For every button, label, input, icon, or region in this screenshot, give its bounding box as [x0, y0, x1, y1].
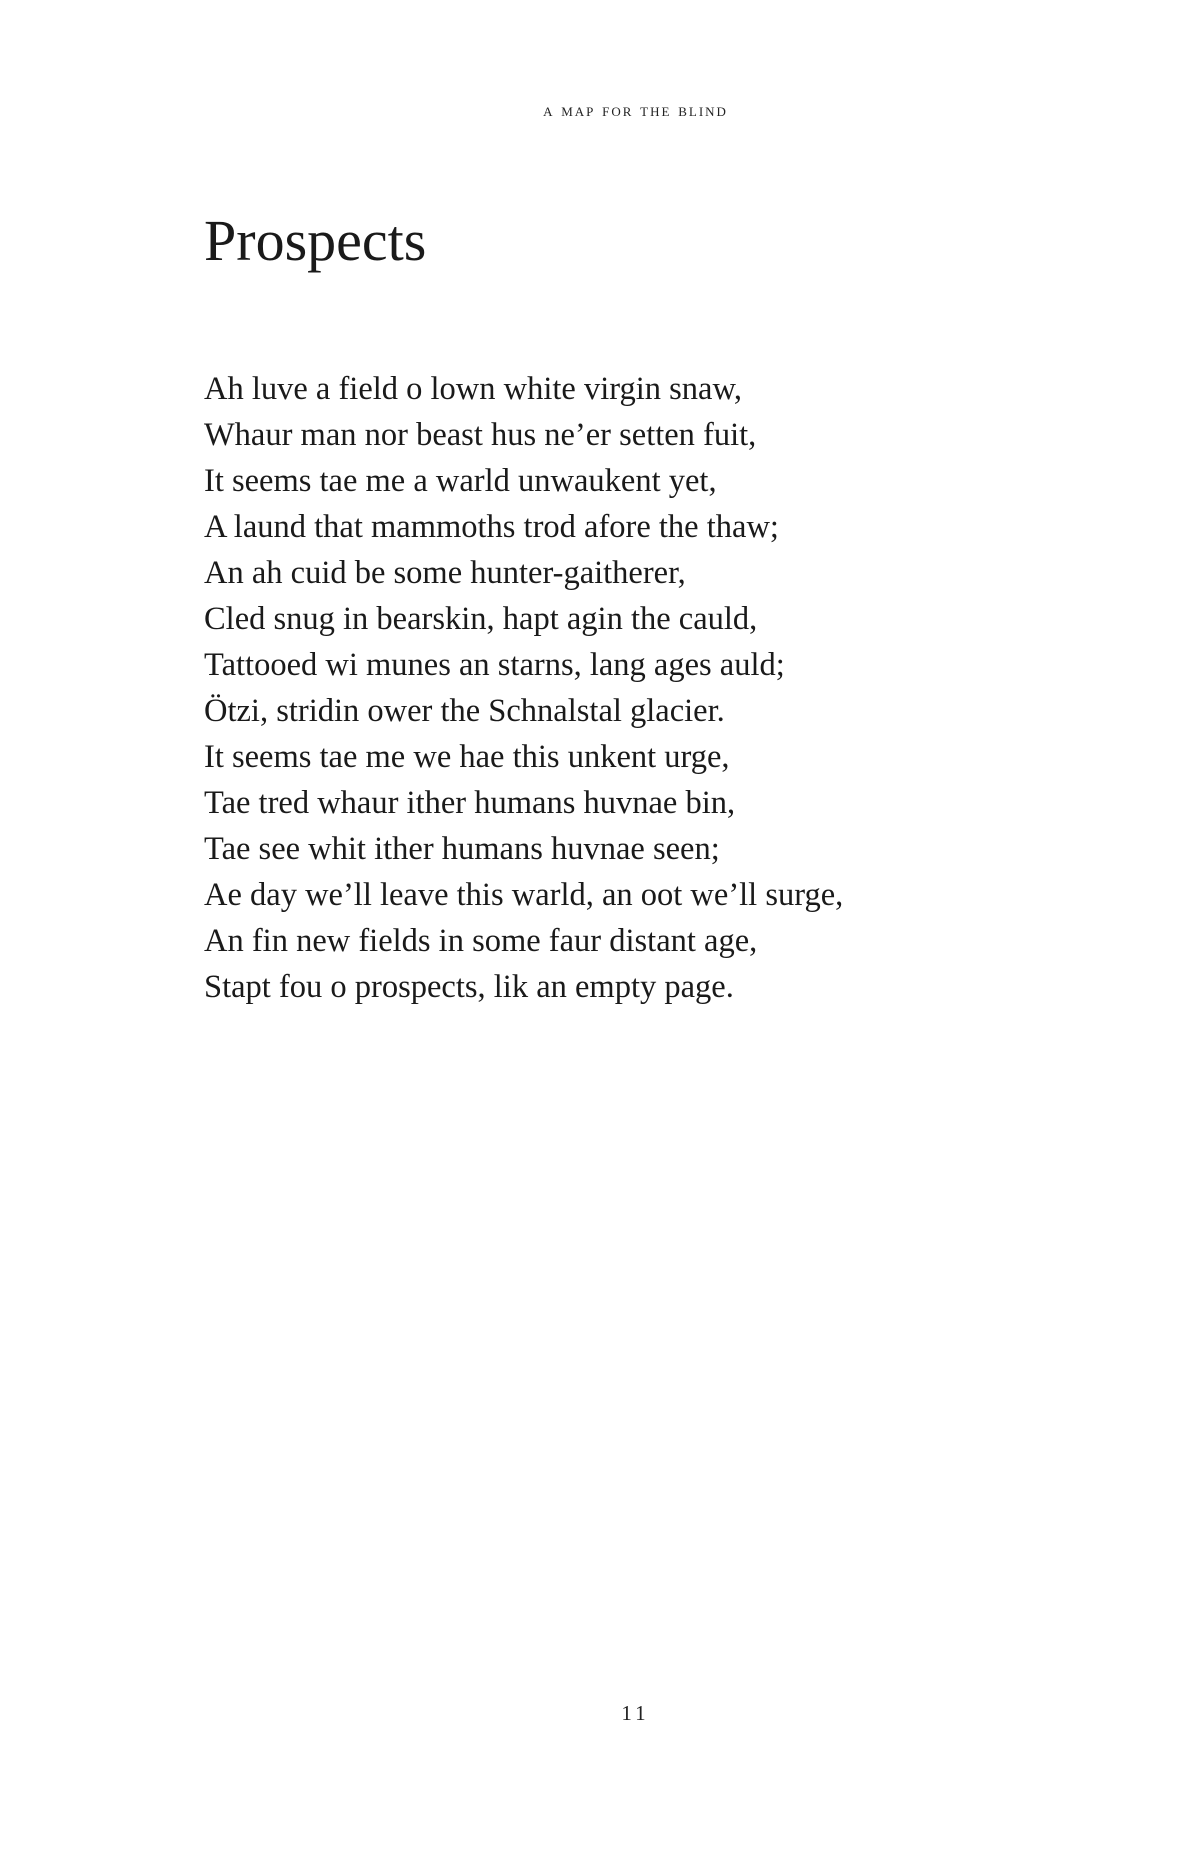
- poem-title: Prospects: [204, 208, 427, 273]
- poem-line: An ah cuid be some hunter-gaitherer,: [204, 555, 686, 591]
- page-number: 11: [621, 1701, 650, 1725]
- running-head: a map for the blind: [543, 100, 728, 121]
- poem-line: An fin new fields in some faur distant age,: [204, 923, 758, 959]
- poem-line: Tae tred whaur ither humans huvnae bin,: [204, 785, 736, 821]
- poem-line: It seems tae me we hae this unkent urge,: [204, 739, 730, 775]
- poem-line: It seems tae me a warld unwaukent yet,: [204, 463, 717, 499]
- poem-body: [204, 366, 1184, 1010]
- poem-line: Tae see whit ither humans huvnae seen;: [204, 831, 720, 867]
- poem-line: Ötzi, stridin ower the Schnalstal glacier.: [204, 693, 725, 729]
- poem-line: A laund that mammoths trod afore the thaw;: [204, 509, 779, 545]
- poem-line: Ah luve a field o lown white virgin snaw,: [204, 371, 742, 407]
- poem-line: Whaur man nor beast hus ne’er setten fuit,: [204, 417, 757, 453]
- poem-line: Stapt fou o prospects, lik an empty page.: [204, 969, 734, 1005]
- poem-line: Ae day we’ll leave this warld, an oot we’ll surge,: [204, 877, 844, 913]
- poem-line: Tattooed wi munes an starns, lang ages auld;: [204, 647, 785, 683]
- poem-line: Cled snug in bearskin, hapt agin the cauld,: [204, 601, 758, 637]
